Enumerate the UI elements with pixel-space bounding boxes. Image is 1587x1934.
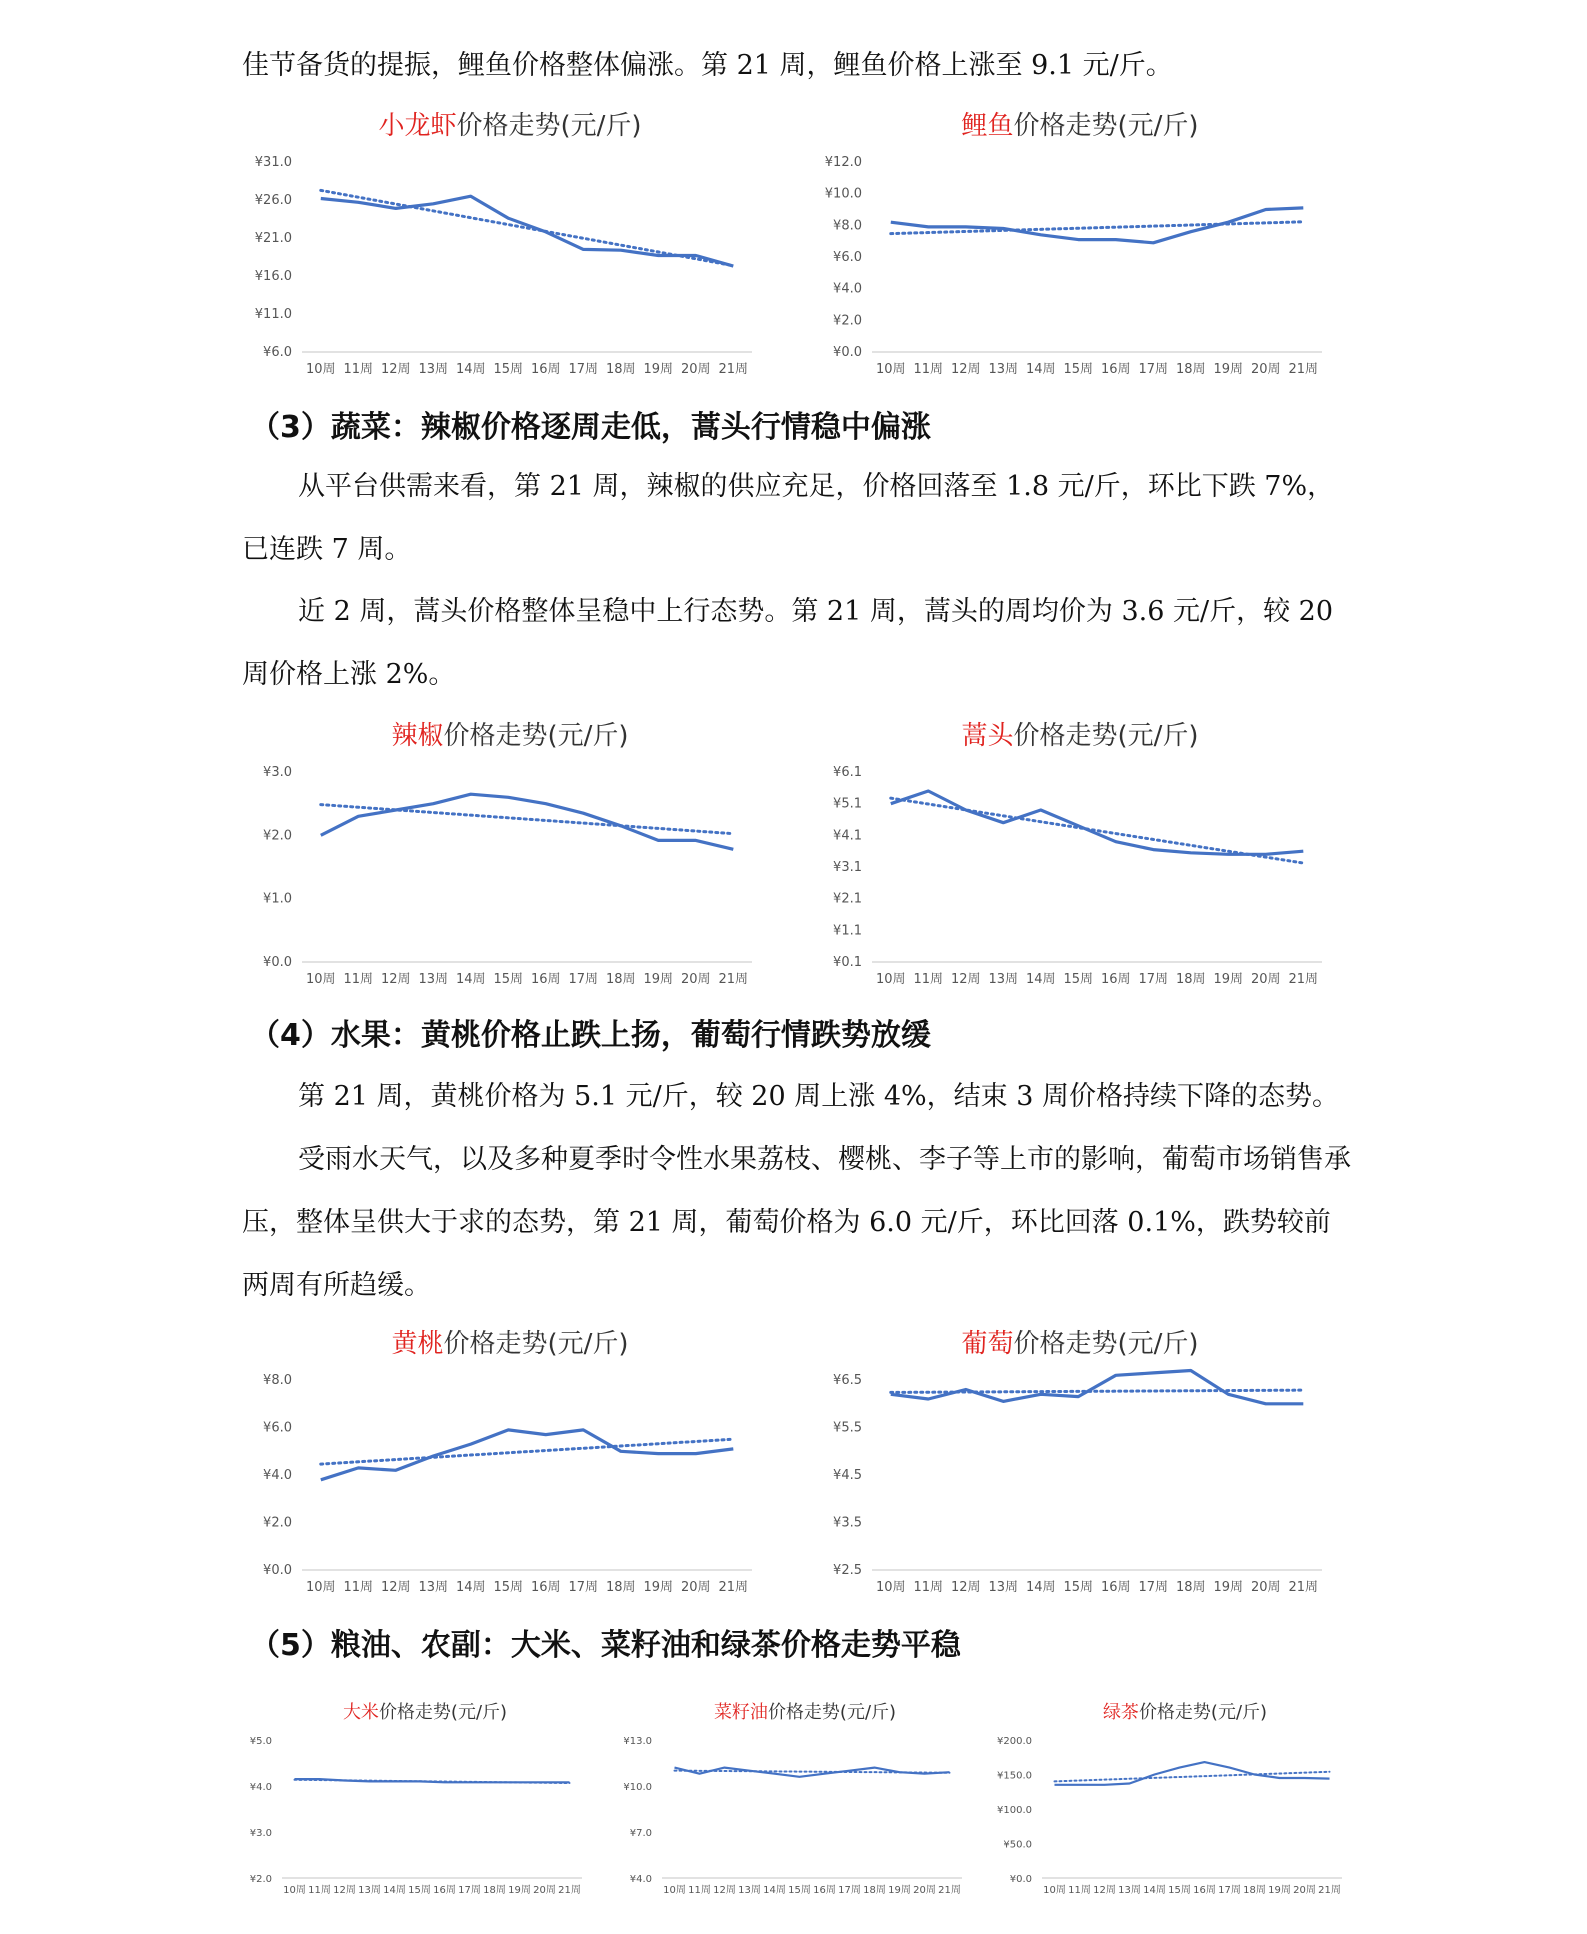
x-tick-label: 18周 bbox=[605, 362, 636, 377]
y-tick-label: ¥6.0 bbox=[833, 250, 862, 265]
x-tick-label: 17周 bbox=[568, 972, 599, 987]
y-tick-label: ¥4.0 bbox=[249, 1782, 272, 1793]
chart-crayfish bbox=[240, 112, 760, 382]
x-tick-label: 21周 bbox=[718, 972, 749, 987]
x-tick-label: 18周 bbox=[1175, 1580, 1206, 1595]
x-tick-label: 21周 bbox=[1288, 1580, 1319, 1595]
x-tick-label: 18周 bbox=[483, 1885, 506, 1896]
x-tick-label: 12周 bbox=[333, 1885, 356, 1896]
x-tick-label: 17周 bbox=[1138, 972, 1169, 987]
chart-carp bbox=[810, 112, 1330, 382]
y-tick-label: ¥0.0 bbox=[833, 345, 862, 360]
x-tick-label: 17周 bbox=[1218, 1885, 1241, 1896]
y-tick-label: ¥10.0 bbox=[623, 1782, 652, 1793]
x-tick-label: 12周 bbox=[950, 1580, 981, 1595]
x-tick-label: 15周 bbox=[1168, 1885, 1191, 1896]
x-tick-label: 15周 bbox=[493, 1580, 524, 1595]
x-tick-label: 10周 bbox=[875, 362, 906, 377]
x-tick-label: 16周 bbox=[1100, 1580, 1131, 1595]
x-tick-label: 18周 bbox=[1243, 1885, 1266, 1896]
y-tick-label: ¥8.0 bbox=[263, 1373, 292, 1388]
x-tick-label: 14周 bbox=[1143, 1885, 1166, 1896]
x-tick-label: 13周 bbox=[988, 362, 1019, 377]
x-tick-label: 18周 bbox=[605, 1580, 636, 1595]
chart-svg bbox=[240, 1700, 590, 1900]
y-tick-label: ¥5.5 bbox=[833, 1420, 862, 1436]
x-tick-label: 10周 bbox=[305, 972, 336, 987]
chart-svg bbox=[240, 722, 760, 992]
paragraph-grape: 受雨水天气，以及多种夏季时令性水果荔枝、樱桃、李子等上市的影响，葡萄市场销售承压，整体呈供大于求的态势，第 21 周，葡萄价格为 6.0 元/斤，环比回落 0.1%，跌势较前两周有所趋缓。 bbox=[242, 1144, 1351, 1301]
y-tick-label: ¥5.1 bbox=[833, 796, 862, 812]
heading-grain-oil: （5）粮油、农副：大米、菜籽油和绿茶价格走势平稳 bbox=[250, 1628, 961, 1663]
x-tick-label: 15周 bbox=[788, 1885, 811, 1896]
x-tick-label: 12周 bbox=[380, 1580, 411, 1595]
x-tick-label: 18周 bbox=[605, 972, 636, 987]
y-tick-label: ¥100.0 bbox=[997, 1805, 1032, 1816]
y-tick-label: ¥4.1 bbox=[833, 828, 862, 844]
x-tick-label: 17周 bbox=[568, 1580, 599, 1595]
x-tick-label: 16周 bbox=[530, 1580, 561, 1595]
x-tick-label: 14周 bbox=[763, 1885, 786, 1896]
series-line bbox=[321, 196, 734, 266]
x-tick-label: 13周 bbox=[418, 362, 449, 377]
x-tick-label: 21周 bbox=[938, 1885, 961, 1896]
y-tick-label: ¥50.0 bbox=[1003, 1839, 1032, 1851]
y-tick-label: ¥16.0 bbox=[254, 269, 292, 284]
y-tick-label: ¥2.1 bbox=[833, 891, 862, 907]
x-tick-label: 10周 bbox=[1043, 1885, 1066, 1896]
x-tick-label: 20周 bbox=[533, 1885, 556, 1896]
trendline bbox=[321, 1439, 734, 1464]
y-tick-label: ¥4.0 bbox=[263, 1468, 292, 1483]
x-tick-label: 19周 bbox=[643, 1580, 674, 1595]
y-tick-label: ¥3.0 bbox=[249, 1828, 272, 1839]
x-tick-label: 16周 bbox=[433, 1885, 456, 1896]
x-tick-label: 14周 bbox=[1025, 1580, 1056, 1595]
y-tick-label: ¥26.0 bbox=[254, 193, 292, 208]
y-tick-label: ¥200.0 bbox=[997, 1736, 1032, 1747]
x-tick-label: 14周 bbox=[1025, 972, 1056, 987]
x-tick-label: 20周 bbox=[1250, 1580, 1281, 1595]
chart-title: 葡萄价格走势(元/斤) bbox=[961, 1329, 1199, 1359]
chart-svg bbox=[810, 722, 1330, 992]
x-tick-label: 12周 bbox=[380, 362, 411, 377]
chart-title: 蒿头价格走势(元/斤) bbox=[961, 721, 1199, 751]
trendline bbox=[321, 805, 734, 834]
x-tick-label: 19周 bbox=[1268, 1885, 1291, 1896]
x-tick-label: 11周 bbox=[1068, 1885, 1091, 1896]
x-tick-label: 21周 bbox=[558, 1885, 581, 1896]
chart-svg bbox=[240, 1330, 760, 1600]
y-tick-label: ¥2.5 bbox=[833, 1563, 862, 1578]
chart-title: 辣椒价格走势(元/斤) bbox=[391, 721, 629, 751]
y-tick-label: ¥1.0 bbox=[263, 891, 292, 907]
y-tick-label: ¥2.0 bbox=[263, 828, 292, 844]
y-tick-label: ¥5.0 bbox=[249, 1736, 272, 1747]
x-tick-label: 17周 bbox=[838, 1885, 861, 1896]
x-tick-label: 19周 bbox=[643, 972, 674, 987]
chart-grape bbox=[810, 1330, 1330, 1600]
x-tick-label: 20周 bbox=[913, 1885, 936, 1896]
x-tick-label: 15周 bbox=[1063, 1580, 1094, 1595]
x-tick-label: 13周 bbox=[738, 1885, 761, 1896]
x-tick-label: 12周 bbox=[950, 972, 981, 987]
x-tick-label: 15周 bbox=[1063, 362, 1094, 377]
series-line bbox=[1055, 1762, 1330, 1785]
x-tick-label: 10周 bbox=[305, 362, 336, 377]
x-tick-label: 11周 bbox=[913, 972, 944, 987]
x-tick-label: 16周 bbox=[530, 362, 561, 377]
x-tick-label: 21周 bbox=[1288, 972, 1319, 987]
x-tick-label: 17周 bbox=[568, 362, 599, 377]
x-tick-label: 16周 bbox=[813, 1885, 836, 1896]
series-line bbox=[321, 794, 734, 849]
y-tick-label: ¥0.0 bbox=[263, 955, 292, 970]
x-tick-label: 11周 bbox=[308, 1885, 331, 1896]
x-tick-label: 11周 bbox=[913, 1580, 944, 1595]
x-tick-label: 10周 bbox=[875, 1580, 906, 1595]
heading-vegetables: （3）蔬菜：辣椒价格逐周走低，蒿头行情稳中偏涨 bbox=[250, 410, 931, 445]
x-tick-label: 17周 bbox=[1138, 1580, 1169, 1595]
chart-title: 大米价格走势(元/斤) bbox=[342, 1702, 508, 1723]
x-tick-label: 20周 bbox=[680, 362, 711, 377]
x-tick-label: 10周 bbox=[663, 1885, 686, 1896]
y-tick-label: ¥10.0 bbox=[824, 186, 862, 202]
chart-svg bbox=[620, 1700, 970, 1900]
y-tick-label: ¥0.0 bbox=[1009, 1874, 1032, 1885]
series-line bbox=[891, 791, 1304, 854]
x-tick-label: 14周 bbox=[455, 362, 486, 377]
y-tick-label: ¥0.0 bbox=[263, 1563, 292, 1578]
chart-svg bbox=[810, 112, 1330, 382]
paragraph-carp-summary: 佳节备货的提振，鲤鱼价格整体偏涨。第 21 周，鲤鱼价格上涨至 9.1 元/斤。 bbox=[242, 50, 1173, 81]
x-tick-label: 14周 bbox=[383, 1885, 406, 1896]
y-tick-label: ¥7.0 bbox=[629, 1828, 652, 1839]
x-tick-label: 15周 bbox=[1063, 972, 1094, 987]
y-tick-label: ¥1.1 bbox=[833, 923, 862, 939]
heading-fruits: （4）水果：黄桃价格止跌上扬，葡萄行情跌势放缓 bbox=[250, 1018, 931, 1053]
y-tick-label: ¥31.0 bbox=[254, 155, 292, 170]
y-tick-label: ¥11.0 bbox=[254, 307, 292, 322]
x-tick-label: 11周 bbox=[343, 972, 374, 987]
y-tick-label: ¥3.1 bbox=[833, 860, 862, 875]
chart-title: 小龙虾价格走势(元/斤) bbox=[378, 111, 642, 141]
x-tick-label: 10周 bbox=[875, 972, 906, 987]
y-tick-label: ¥6.1 bbox=[833, 765, 862, 780]
x-tick-label: 21周 bbox=[1288, 362, 1319, 377]
x-tick-label: 14周 bbox=[1025, 362, 1056, 377]
x-tick-label: 17周 bbox=[458, 1885, 481, 1896]
x-tick-label: 14周 bbox=[455, 972, 486, 987]
x-tick-label: 13周 bbox=[1118, 1885, 1141, 1896]
chart-scallion bbox=[810, 722, 1330, 992]
y-tick-label: ¥6.0 bbox=[263, 345, 292, 360]
chart-title: 黄桃价格走势(元/斤) bbox=[391, 1329, 629, 1359]
x-tick-label: 10周 bbox=[283, 1885, 306, 1896]
x-tick-label: 19周 bbox=[1213, 362, 1244, 377]
x-tick-label: 11周 bbox=[913, 362, 944, 377]
x-tick-label: 20周 bbox=[1250, 362, 1281, 377]
x-tick-label: 13周 bbox=[418, 1580, 449, 1595]
y-tick-label: ¥6.0 bbox=[263, 1420, 292, 1436]
x-tick-label: 13周 bbox=[988, 1580, 1019, 1595]
x-tick-label: 20周 bbox=[680, 1580, 711, 1595]
x-tick-label: 12周 bbox=[380, 972, 411, 987]
x-tick-label: 19周 bbox=[888, 1885, 911, 1896]
y-tick-label: ¥2.0 bbox=[263, 1515, 292, 1531]
paragraph-peach: 第 21 周，黄桃价格为 5.1 元/斤，较 20 周上涨 4%，结束 3 周价格持续下降的态势。 bbox=[298, 1081, 1340, 1112]
chart-title: 鲤鱼价格走势(元/斤) bbox=[961, 111, 1199, 141]
x-tick-label: 14周 bbox=[455, 1580, 486, 1595]
x-tick-label: 10周 bbox=[305, 1580, 336, 1595]
x-tick-label: 17周 bbox=[1138, 362, 1169, 377]
y-tick-label: ¥12.0 bbox=[824, 155, 862, 170]
chart-rapeseed-oil bbox=[620, 1700, 970, 1900]
paragraph-scallion: 近 2 周，蒿头价格整体呈稳中上行态势。第 21 周，蒿头的周均价为 3.6 元/斤，较 20 周价格上涨 2%。 bbox=[242, 596, 1334, 690]
x-tick-label: 11周 bbox=[343, 362, 374, 377]
y-tick-label: ¥8.0 bbox=[833, 218, 862, 234]
chart-peach bbox=[240, 1330, 760, 1600]
chart-title: 绿茶价格走势(元/斤) bbox=[1102, 1702, 1268, 1723]
y-tick-label: ¥21.0 bbox=[254, 231, 292, 246]
x-tick-label: 19周 bbox=[1213, 972, 1244, 987]
x-tick-label: 12周 bbox=[713, 1885, 736, 1896]
x-tick-label: 15周 bbox=[408, 1885, 431, 1896]
x-tick-label: 21周 bbox=[1318, 1885, 1341, 1896]
chart-rice bbox=[240, 1700, 590, 1900]
x-tick-label: 16周 bbox=[530, 972, 561, 987]
x-tick-label: 21周 bbox=[718, 1580, 749, 1595]
x-tick-label: 18周 bbox=[1175, 972, 1206, 987]
x-tick-label: 16周 bbox=[1193, 1885, 1216, 1896]
x-tick-label: 21周 bbox=[718, 362, 749, 377]
y-tick-label: ¥2.0 bbox=[833, 313, 862, 329]
x-tick-label: 15周 bbox=[493, 362, 524, 377]
x-tick-label: 16周 bbox=[1100, 972, 1131, 987]
y-tick-label: ¥2.0 bbox=[249, 1874, 272, 1885]
chart-svg bbox=[240, 112, 760, 382]
x-tick-label: 19周 bbox=[643, 362, 674, 377]
chart-svg bbox=[810, 1330, 1330, 1600]
series-line bbox=[321, 1430, 734, 1480]
x-tick-label: 20周 bbox=[1293, 1885, 1316, 1896]
chart-title: 菜籽油价格走势(元/斤) bbox=[713, 1702, 897, 1723]
x-tick-label: 11周 bbox=[343, 1580, 374, 1595]
y-tick-label: ¥150.0 bbox=[997, 1770, 1032, 1782]
x-tick-label: 12周 bbox=[950, 362, 981, 377]
x-tick-label: 19周 bbox=[1213, 1580, 1244, 1595]
x-tick-label: 20周 bbox=[680, 972, 711, 987]
chart-svg bbox=[997, 1700, 1350, 1900]
chart-green-tea bbox=[997, 1700, 1350, 1900]
x-tick-label: 13周 bbox=[418, 972, 449, 987]
y-tick-label: ¥3.5 bbox=[833, 1515, 862, 1531]
x-tick-label: 11周 bbox=[688, 1885, 711, 1896]
x-tick-label: 20周 bbox=[1250, 972, 1281, 987]
y-tick-label: ¥4.0 bbox=[629, 1874, 652, 1885]
chart-chili bbox=[240, 722, 760, 992]
x-tick-label: 13周 bbox=[988, 972, 1019, 987]
x-tick-label: 19周 bbox=[508, 1885, 531, 1896]
x-tick-label: 16周 bbox=[1100, 362, 1131, 377]
x-tick-label: 18周 bbox=[1175, 362, 1206, 377]
y-tick-label: ¥4.5 bbox=[833, 1468, 862, 1483]
series-line bbox=[891, 1371, 1304, 1404]
y-tick-label: ¥6.5 bbox=[833, 1373, 862, 1388]
y-tick-label: ¥13.0 bbox=[623, 1736, 652, 1747]
y-tick-label: ¥0.1 bbox=[833, 955, 862, 970]
paragraph-chili: 从平台供需来看，第 21 周，辣椒的供应充足，价格回落至 1.8 元/斤，环比下跌 7%，已连跌 7 周。 bbox=[242, 471, 1335, 565]
x-tick-label: 13周 bbox=[358, 1885, 381, 1896]
x-tick-label: 18周 bbox=[863, 1885, 886, 1896]
y-tick-label: ¥4.0 bbox=[833, 281, 862, 297]
y-tick-label: ¥3.0 bbox=[263, 765, 292, 780]
trendline bbox=[1055, 1772, 1330, 1782]
series-line bbox=[891, 208, 1304, 243]
x-tick-label: 15周 bbox=[493, 972, 524, 987]
x-tick-label: 12周 bbox=[1093, 1885, 1116, 1896]
